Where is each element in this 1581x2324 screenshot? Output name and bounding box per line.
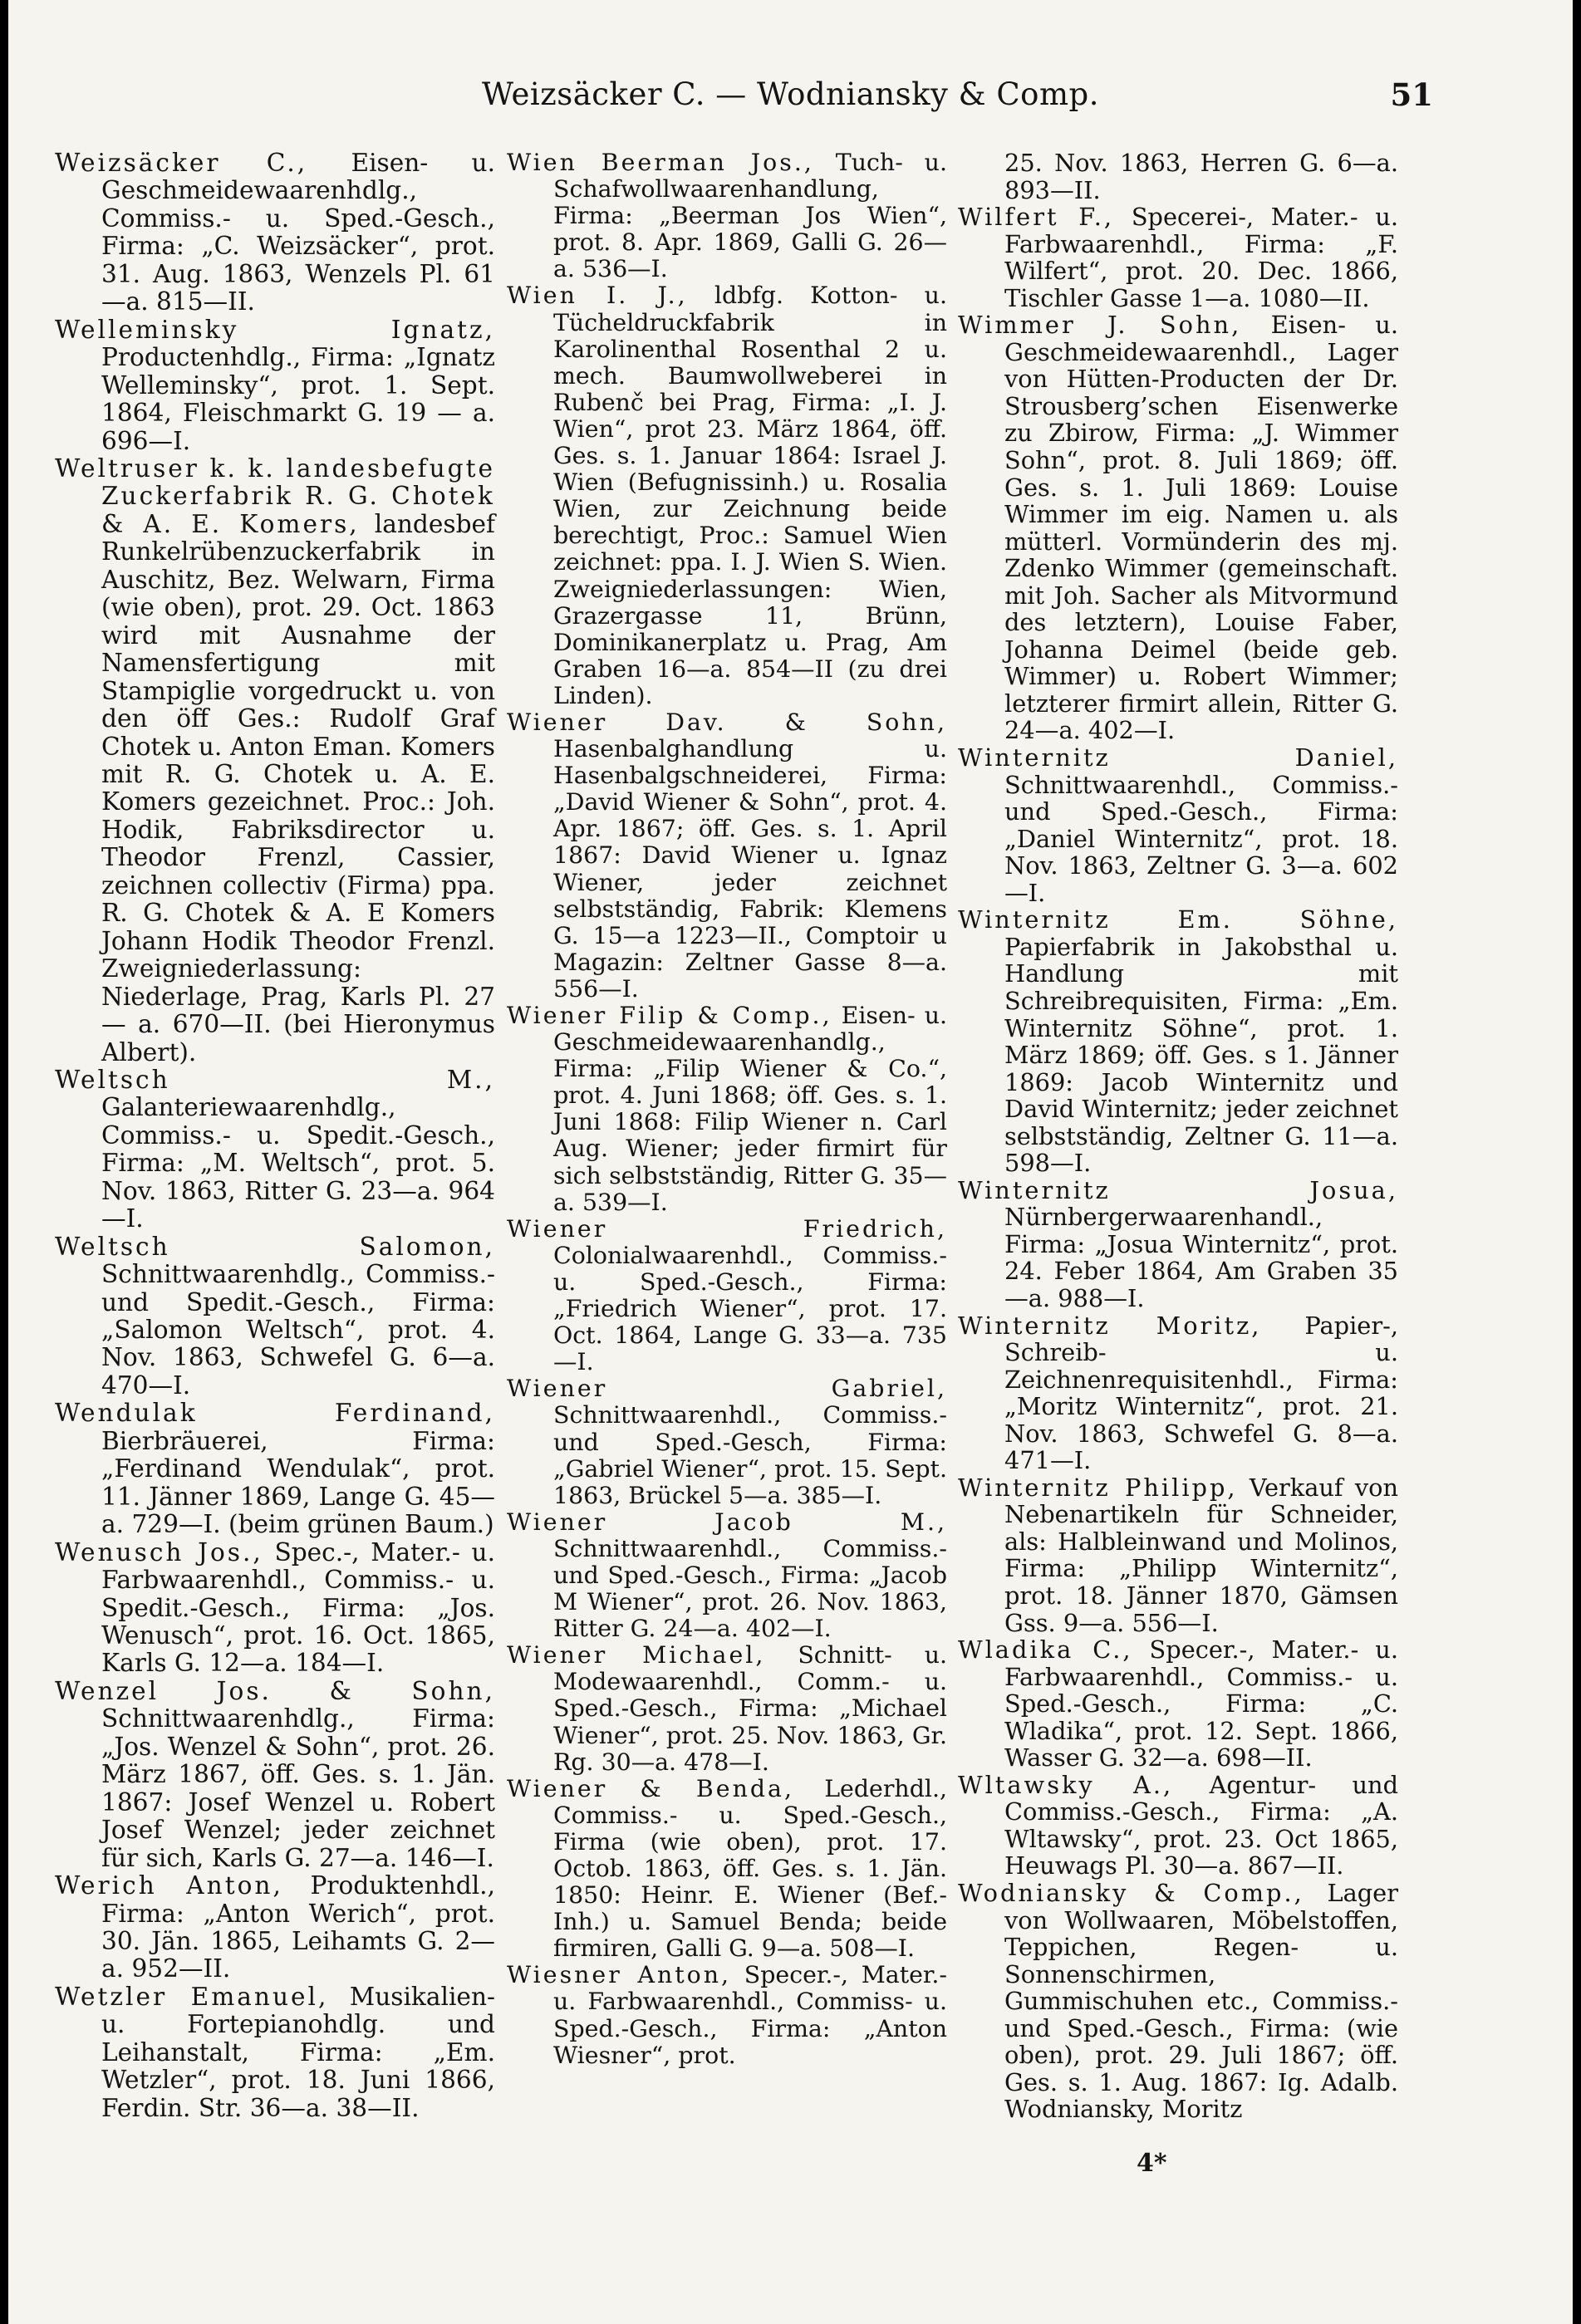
entry-text: landesbef Runkelrübenzuckerfabrik in Auschitz, Bez. Welwarn, Firma (wie oben), prot. 29. Oct. 1863 wird mit Ausnahme der Namensfertigung mit Stampiglie vorgedruckt u. von den öff Ges.: Rudolf Graf Chotek u. Anton Eman. Komers mit R. G. Chotek u. A. E. Komers gezeichnet. Proc.: Joh. Hodik, Fabriksdirector u. Theodor Frenzl, Cassier, zeichnen collectiv (Firma) ppa. R. G. Chotek & A. E Komers Johann Hodik Theodor Frenzl. Zweigniederlassung: Niederlage, Prag, Karls Pl. 27 — a. 670—II. (bei Hieronymus Albert).	[101, 509, 495, 1066]
entry-text: Papier-, Schreib- u. Zeichnenrequisitenhdl., Firma: „Moritz Winternitz“, prot. 21. Nov. 1863, Schwefel G. 8—a. 471—I.	[1004, 1311, 1398, 1475]
entry-name: Wimmer J. Sohn,	[958, 311, 1242, 340]
directory-entry	[507, 1642, 947, 1775]
directory-entry	[55, 1233, 495, 1400]
entry-text: Galanteriewaarenhdlg., Commiss.- u. Spedit.-Gesch., Firma: „M. Weltsch“, prot. 5. Nov. 1863, Ritter G. 23—a. 964—I.	[101, 1093, 495, 1233]
column-3	[958, 150, 1398, 2123]
directory-entry	[55, 455, 495, 1066]
directory-entry	[507, 1962, 947, 2068]
entry-name: Winternitz Moritz,	[958, 1311, 1262, 1340]
column-1	[55, 150, 495, 2122]
entry-text: Bierbräuerei, Firma: „Ferdinand Wendulak“, prot. 11. Jänner 1869, Lange G. 45—a. 729—I. (beim grünen Baum.)	[101, 1426, 495, 1539]
directory-entry	[958, 1880, 1398, 2123]
directory-entry	[958, 311, 1398, 744]
directory-entry	[958, 744, 1398, 906]
entry-name: Wilfert F.,	[958, 203, 1115, 232]
signature-mark: 4*	[1137, 2149, 1167, 2178]
entry-name: Wiener Gabriel,	[507, 1375, 947, 1403]
entry-text: Specerei-, Mater.- u. Farbwaarenhdl., Firma: „F. Wilfert“, prot. 20. Dec. 1866, Tischler Gasse 1—a. 1080—II.	[1004, 203, 1398, 312]
directory-entry	[958, 1312, 1398, 1474]
entry-text: Schnittwaarenhdlg., Firma: „Jos. Wenzel & Sohn“, prot. 26. März 1867, öff. Ges. s. 1. Jän. 1867: Josef Wenzel u. Robert Josef Wenzel; jeder zeichnet für sich, Karls G. 27—a. 146—I.	[101, 1704, 495, 1872]
directory-entry	[507, 1375, 947, 1508]
entry-name: Wiener Friedrich,	[507, 1214, 947, 1243]
directory-entry	[958, 1636, 1398, 1772]
directory-page	[8, 0, 1573, 2324]
entry-text: Produktenhdl., Firma: „Anton Werich“, prot. 30. Jän. 1865, Leihamts G. 2—a. 952—II.	[101, 1871, 495, 1983]
entry-name: Wenzel Jos. & Sohn,	[55, 1676, 495, 1705]
entry-text: Lager von Wollwaaren, Möbelstoffen, Teppichen, Regen- u. Sonnenschirmen, Gummischuhen etc., Commiss.- und Sped.-Gesch., Firma: (wie oben), prot. 29. Juli 1867; öff. Ges. s. 1. Aug. 1867: Ig. Adalb. Wodniansky, Moritz	[1004, 1879, 1398, 2124]
entry-name: Wiener Michael,	[507, 1641, 766, 1669]
entry-name: Wendulak Ferdinand,	[55, 1399, 495, 1428]
entry-name: Wiener Dav. & Sohn,	[507, 708, 947, 736]
entry-name: Wodniansky & Comp.,	[958, 1879, 1304, 1907]
entry-name: Winternitz Philipp,	[958, 1473, 1238, 1502]
entry-text: Eisen- u. Geschmeidewaarenhandlg., Firma: „Filip Wiener & Co.“, prot. 4. Juni 1868; öff. Ges. s. 1. Juni 1868: Filip Wiener n. Carl Aug. Wiener; jeder firmirt für sich selbstständig, Ritter G. 35—a. 539—I.	[553, 1002, 947, 1216]
entry-name: Wiener Jacob M.,	[507, 1508, 947, 1536]
directory-entry	[958, 1772, 1398, 1880]
entry-text: Hasenbalghandlung u. Hasenbalgschneiderei, Firma: „David Wiener & Sohn“, prot. 4. Apr. 1867; öff. Ges. s. 1. April 1867: David Wiener u. Ignaz Wiener, jeder zeichnet selbstständig, Fabrik: Klemens G. 15—a 1223—II., Comptoir u Magazin: Zeltner Gasse 8—a. 556—I.	[553, 735, 947, 1003]
page-header	[8, 76, 1573, 126]
directory-entry	[507, 282, 947, 709]
entry-name: Winternitz Daniel,	[958, 743, 1398, 772]
entry-name: Wien Beerman Jos.,	[507, 149, 814, 176]
entry-text: Specer.-, Mater.- u. Farbwaarenhdl., Commiss.- u. Sped.-Gesch., Firma: „C. Wladika“, prot. 12. Sept. 1866, Wasser G. 32—a. 698—II.	[1004, 1635, 1398, 1772]
entry-name: Winternitz Josua,	[958, 1175, 1398, 1204]
directory-entry	[55, 1539, 495, 1678]
directory-entry	[958, 150, 1398, 203]
entry-name: Weltruser k. k. landesbefugte Zuckerfabrik R. G. Chotek & A. E. Komers,	[55, 454, 495, 538]
directory-entry	[55, 1066, 495, 1233]
directory-entry	[958, 906, 1398, 1176]
directory-entry	[507, 1509, 947, 1642]
entry-name: Wenusch Jos.,	[55, 1537, 263, 1566]
directory-entry	[507, 1776, 947, 1963]
directory-entry	[55, 1678, 495, 1872]
entry-text: Schnitt- u. Modewaarenhdl., Comm.- u. Sped.-Gesch., Firma: „Michael Wiener“, prot. 25. Nov. 1863, Gr. Rg. 30—a. 478—I.	[553, 1641, 948, 1776]
entry-text: Lederhdl., Commiss.- u. Sped.-Gesch., Firma (wie oben), prot. 17. Octob. 1863, öff. Ges. s. 1. Jän. 1850: Heinr. E. Wiener (Bef.-Inh.) u. Samuel Benda; beide firmiren, Galli G. 9—a. 508—I.	[553, 1774, 947, 1963]
entry-text: Musikalien- u. Fortepianohdlg. und Leihanstalt, Firma: „Em. Wetzler“, prot. 18. Juni 1866, Ferdin. Str. 36—a. 38—II.	[101, 1982, 495, 2122]
page-number: 51	[1390, 76, 1433, 113]
entry-text: Productenhdlg., Firma: „Ignatz Welleminsky“, prot. 1. Sept. 1864, Fleischmarkt G. 19 — a. 696—I.	[101, 343, 495, 455]
directory-entry	[55, 1872, 495, 1983]
entry-text: Tuch- u. Schafwollwaarenhandlung, Firma: „Beerman Jos Wien“, prot. 8. Apr. 1869, Galli G. 26—a. 536—I.	[553, 149, 947, 283]
entry-name: Werich Anton,	[55, 1871, 283, 1900]
entry-text: Specer.-, Mater.- u. Farbwaarenhdl., Commiss- u. Sped.-Gesch., Firma: „Anton Wiesner“, prot.	[553, 1961, 947, 2069]
entry-text: Eisen- u. Geschmeidewaarenhdl., Lager von Hütten-Producten der Dr. Strousberg’schen Eisenwerke zu Zbirow, Firma: „J. Wimmer Sohn“, prot. 8. Juli 1869; öff. Ges. s. 1. Juli 1869: Louise Wimmer im eig. Namen u. als mütterl. Vormünderin des mj. Zdenko Wimmer (gemeinschaft. mit Joh. Sacher als Mitvormund des letztern), Louise Faber, Johanna Deimel (beide geb. Wimmer) u. Robert Wimmer; letzterer firmirt allein, Ritter G. 24—a. 402—I.	[1004, 311, 1399, 745]
entry-name: Weltsch M.,	[55, 1065, 495, 1094]
entry-text: Spec.-, Mater.- u. Farbwaarenhdl., Commiss.- u. Spedit.-Gesch., Firma: „Jos. Wenusch“, prot. 16. Oct. 1865, Karls G. 12—a. 184—I.	[101, 1537, 495, 1678]
directory-entry	[507, 150, 947, 282]
entry-text: ldbfg. Kotton- u. Tücheldruckfabrik in Karolinenthal Rosenthal 2 u. mech. Baumwollweberei in Rubenč bei Prag, Firma: „I. J. Wien“, prot 23. März 1864, öff. Ges. s. 1. Januar 1864: Israel J. Wien (Befugnissinh.) u. Rosalia Wien, zur Zeichnung beide berechtigt, Proc.: Samuel Wien zeichnet: ppa. I. J. Wien S. Wien. Zweigniederlassungen: Wien, Grazergasse 11, Brünn, Dominikanerplatz u. Prag, Am Graben 16—a. 854—II (zu drei Linden).	[553, 282, 947, 709]
entry-name: Wladika C.,	[958, 1635, 1133, 1665]
entry-name: Wiesner Anton,	[507, 1961, 732, 1989]
entry-name: Winternitz Em. Söhne,	[958, 905, 1398, 934]
entry-name: Wltawsky A.,	[958, 1770, 1174, 1799]
entry-text: Agentur- und Commiss.-Gesch., Firma: „A. Wltawsky“, prot. 23. Oct 1865, Heuwags Pl. 30—a. 867—II.	[1004, 1770, 1399, 1880]
entry-text: Schnittwaarenhdl., Commiss.- und Sped.-Gesch., Firma: „Daniel Winternitz“, prot. 18. Nov. 1863, Zeltner G. 3—a. 602—I.	[1004, 770, 1398, 907]
entry-name: Weltsch Salomon,	[55, 1232, 495, 1261]
directory-entry	[55, 1400, 495, 1538]
entry-text: 25. Nov. 1863, Herren G. 6—a. 893—II.	[1004, 149, 1398, 204]
directory-entry	[507, 709, 947, 1003]
entry-name: Welleminsky Ignatz,	[55, 315, 495, 344]
entry-text: Schnittwaarenhdl., Commiss.- und Sped.-Gesch, Firma: „Gabriel Wiener“, prot. 15. Sept. 1863, Brückel 5—a. 385—I.	[553, 1401, 947, 1509]
entry-name: Wiener & Benda,	[507, 1774, 794, 1802]
entry-text: Verkauf von Nebenartikeln für Schneider, als: Halbleinwand und Molinos, Firma: „Philipp Winternitz“, prot. 18. Jänner 1870, Gämsen Gss. 9—a. 556—I.	[1004, 1473, 1398, 1637]
column-2	[507, 150, 947, 2069]
running-head: Weizsäcker C. — Wodniansky & Comp.	[482, 76, 1099, 112]
entry-name: Weizsäcker C.,	[55, 149, 308, 177]
directory-entry	[507, 1003, 947, 1216]
entry-name: Wien I. J.,	[507, 282, 688, 310]
directory-entry	[507, 1216, 947, 1376]
directory-entry	[958, 1474, 1398, 1636]
entry-text: Schnittwaarenhdl., Commiss.- und Sped.-Gesch., Firma: „Jacob M Wiener“, prot. 26. Nov. 1863, Ritter G. 24—a. 402—I.	[553, 1534, 947, 1643]
entry-name: Wiener Filip & Comp.,	[507, 1002, 832, 1029]
entry-text: Colonialwaarenhdl., Commiss.- u. Sped.-Gesch., Firma: „Friedrich Wiener“, prot. 17. Oct. 1864, Lange G. 33—a. 735—I.	[553, 1241, 947, 1376]
entry-name: Wetzler Emanuel,	[55, 1982, 329, 2011]
entry-text: Schnittwaarenhdlg., Commiss.- und Spedit.-Gesch., Firma: „Salomon Weltsch“, prot. 4. Nov. 1863, Schwefel G. 6—a. 470—I.	[101, 1260, 495, 1400]
entry-text: Papierfabrik in Jakobsthal u. Handlung mit Schreibrequisiten, Firma: „Em. Winternitz Söhne“, prot. 1. März 1869; öff. Ges. s 1. Jänner 1869: Jacob Winternitz und David Winternitz; jeder zeichnet selbstständig, Zeltner G. 11—a. 598—I.	[1004, 932, 1398, 1178]
directory-entry	[55, 150, 495, 316]
directory-entry	[55, 1983, 495, 2122]
directory-entry	[958, 203, 1398, 311]
directory-entry	[55, 316, 495, 455]
entry-text: Eisen- u. Geschmeidewaarenhdlg., Commiss.- u. Sped.-Gesch., Firma: „C. Weizsäcker“, prot. 31. Aug. 1863, Wenzels Pl. 61—a. 815—II.	[101, 149, 495, 316]
directory-entry	[958, 1177, 1398, 1312]
entry-text: Nürnbergerwaarenhandl., Firma: „Josua Winternitz“, prot. 24. Feber 1864, Am Graben 35—a. 988—I.	[1004, 1203, 1398, 1312]
